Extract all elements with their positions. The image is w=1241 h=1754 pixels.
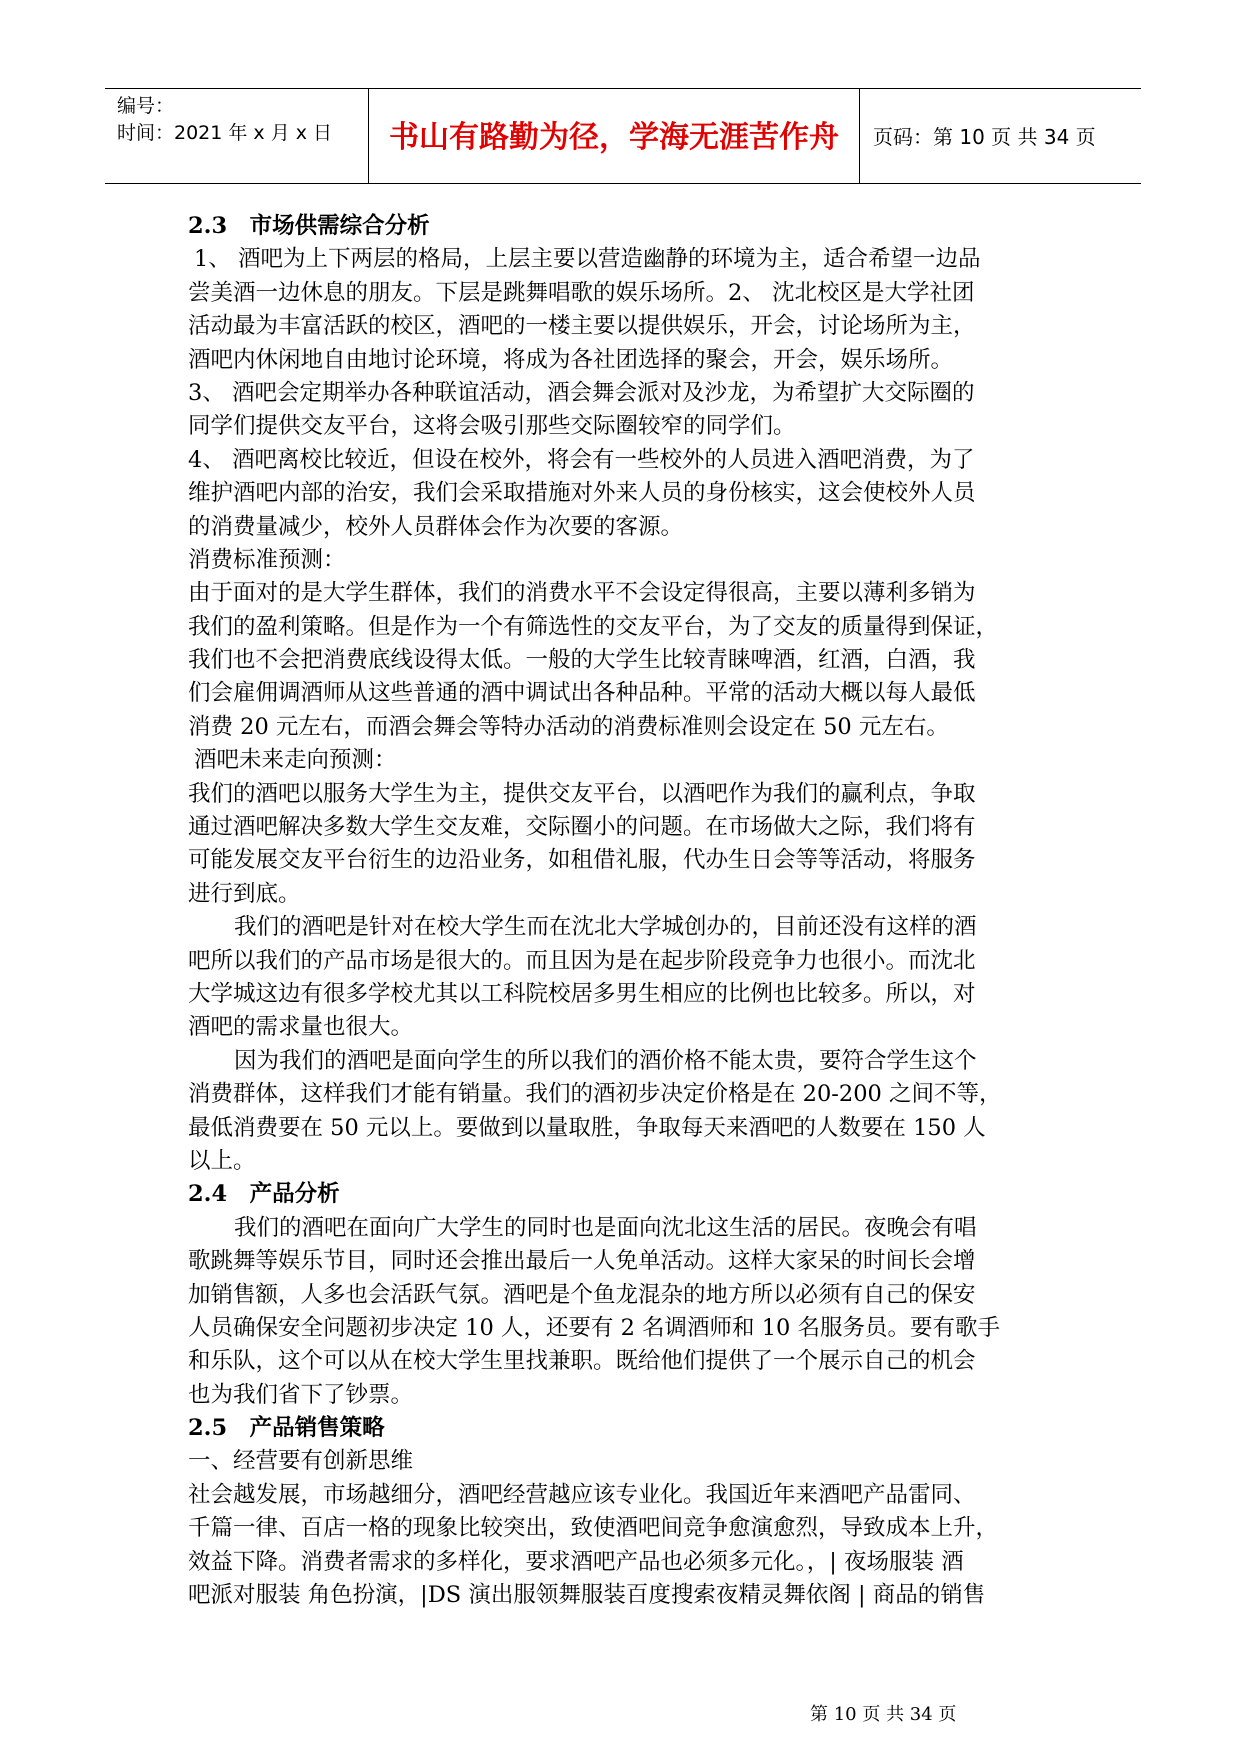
header-left-cell (105, 89, 368, 183)
number-label: 编号： (117, 95, 175, 117)
section-heading-2-4: 2.4 产品分析 (188, 1181, 340, 1208)
text-line: 1、 酒吧为上下两层的格局，上层主要以营造幽静的环境为主，适合希望一边品 (194, 246, 981, 273)
document-body (188, 210, 1058, 1612)
header-table (105, 88, 1141, 184)
text-line: 4、 酒吧离校比较近，但设在校外，将会有一些校外的人员进入酒吧消费，为了 (188, 446, 975, 473)
page-footer: 第 10 页 共 34 页 (810, 1704, 957, 1725)
text-line: 进行到底。 (188, 880, 301, 907)
section-heading-2-5: 2.5 产品销售策略 (188, 1415, 385, 1442)
subheading: 消费标准预测： (188, 546, 346, 573)
text-line: 酒吧的需求量也很大。 (188, 1014, 414, 1041)
text-line: 可能发展交友平台衍生的边沿业务，如租借礼服，代办生日会等等活动，将服务 (188, 847, 976, 874)
text-line: 由于面对的是大学生群体，我们的消费水平不会设定得很高，主要以薄利多销为 (188, 580, 976, 607)
time-label: 时间：2021 年 x 月 x 日 (117, 122, 333, 144)
text-line: 最低消费要在 50 元以上。要做到以量取胜，争取每天来酒吧的人数要在 150 人 (188, 1114, 986, 1141)
text-line: 因为我们的酒吧是面向学生的所以我们的酒价格不能太贵，要符合学生这个 (234, 1047, 977, 1074)
text-line: 效益下降。消费者需求的多样化，要求酒吧产品也必须多元化。，| 夜场服装 酒 (188, 1548, 964, 1575)
section-heading-2-3: 2.3 市场供需综合分析 (188, 213, 430, 239)
text-line: 消费群体，这样我们才能有销量。我们的酒初步决定价格是在 20-200 之间不等， (188, 1081, 1002, 1108)
text-line: 活动最为丰富活跃的校区，酒吧的一楼主要以提供娱乐，开会，讨论场所为主， (188, 313, 976, 340)
text-line: 3、 酒吧会定期举办各种联谊活动，酒会舞会派对及沙龙，为希望扩大交际圈的 (188, 379, 975, 406)
text-line: 也为我们省下了钞票。 (188, 1381, 414, 1408)
text-line: 我们的盈利策略。但是作为一个有筛选性的交友平台，为了交友的质量得到保证， (188, 613, 999, 640)
text-line: 我们的酒吧在面向广大学生的同时也是面向沈北这生活的居民。夜晚会有唱 (234, 1214, 977, 1241)
subheading: 一、经营要有创新思维 (188, 1448, 414, 1475)
header-center-cell (368, 89, 860, 183)
text-line: 维护酒吧内部的治安，我们会采取措施对外来人员的身份核实，这会使校外人员 (188, 480, 976, 507)
text-line: 吧派对服装 角色扮演，|DS 演出服领舞服装百度搜索夜精灵舞依阁 | 商品的销售 (188, 1582, 986, 1609)
header-right-cell (859, 89, 1141, 183)
text-line: 千篇一律、百店一格的现象比较突出，致使酒吧间竞争愈演愈烈，导致成本上升， (188, 1515, 999, 1542)
text-line: 我们也不会把消费底线设得太低。一般的大学生比较青睐啤酒，红酒，白酒，我 (188, 647, 976, 674)
text-line: 我们的酒吧以服务大学生为主，提供交友平台，以酒吧作为我们的赢利点，争取 (188, 780, 976, 807)
text-line: 们会雇佣调酒师从这些普通的酒中调试出各种品种。平常的活动大概以每人最低 (188, 680, 976, 707)
text-line: 通过酒吧解决多数大学生交友难，交际圈小的问题。在市场做大之际，我们将有 (188, 814, 976, 841)
text-line: 社会越发展，市场越细分，酒吧经营越应该专业化。我国近年来酒吧产品雷同、 (188, 1481, 976, 1508)
motto: 书山有路勤为径，学海无涯苦作舟 (389, 120, 839, 155)
text-line: 同学们提供交友平台，这将会吸引那些交际圈较窄的同学们。 (188, 413, 796, 440)
text-line: 加销售额，人多也会活跃气氛。酒吧是个鱼龙混杂的地方所以必须有自己的保安 (188, 1281, 976, 1308)
text-line: 的消费量减少，校外人员群体会作为次要的客源。 (188, 513, 684, 540)
text-line: 吧所以我们的产品市场是很大的。而且因为是在起步阶段竞争力也很小。而沈北 (188, 947, 976, 974)
text-line: 尝美酒一边休息的朋友。下层是跳舞唱歌的娱乐场所。2、 沈北校区是大学社团 (188, 279, 975, 306)
text-line: 和乐队，这个可以从在校大学生里找兼职。既给他们提供了一个展示自己的机会 (188, 1348, 976, 1375)
text-line: 我们的酒吧是针对在校大学生而在沈北大学城创办的，目前还没有这样的酒 (234, 914, 977, 941)
text-line: 酒吧内休闲地自由地讨论环境，将成为各社团选择的聚会，开会，娱乐场所。 (188, 346, 954, 373)
text-line: 消费 20 元左右，而酒会舞会等特办活动的消费标准则会设定在 50 元左右。 (188, 713, 949, 740)
text-line: 人员确保安全问题初步决定 10 人，还要有 2 名调酒师和 10 名服务员。要有歌手 (188, 1314, 1000, 1341)
text-line: 大学城这边有很多学校尤其以工科院校居多男生相应的比例也比较多。所以，对 (188, 980, 976, 1007)
page-label: 页码：第 10 页 共 34 页 (873, 125, 1096, 149)
subheading: 酒吧未来走向预测： (194, 747, 397, 774)
text-line: 歌跳舞等娱乐节目，同时还会推出最后一人免单活动。这样大家呆的时间长会增 (188, 1248, 976, 1275)
text-line: 以上。 (188, 1147, 256, 1174)
